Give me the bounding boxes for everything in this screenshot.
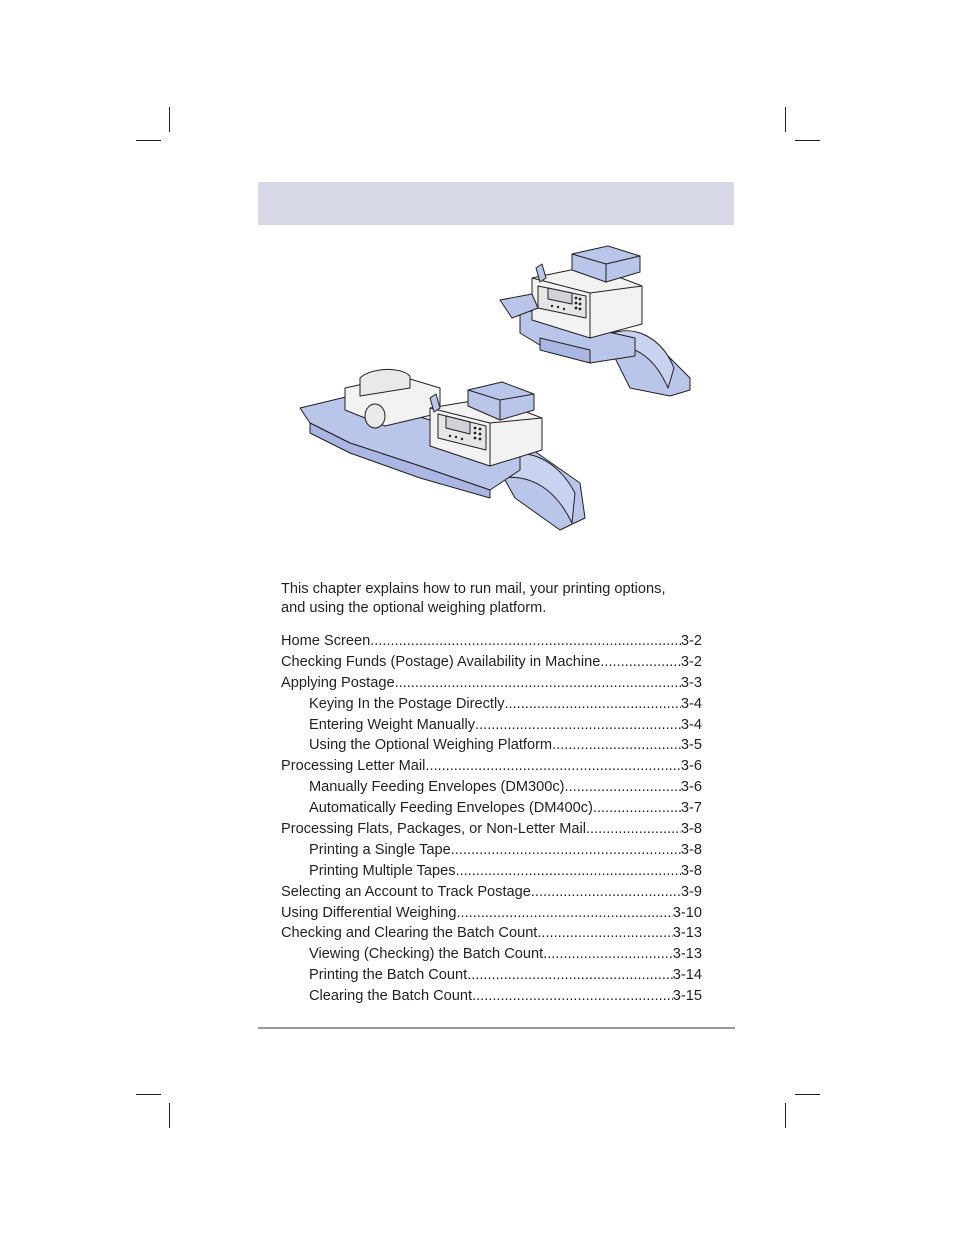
crop-mark-bottom-right-v	[785, 1103, 786, 1128]
toc-subitem[interactable]: Using the Optional Weighing Platform ..... 3-5	[281, 737, 702, 758]
toc-subitem[interactable]: Keying In the Postage Directly ..... 3-4	[281, 696, 702, 717]
toc-item[interactable]: Checking Funds (Postage) Availability in Machine ..... 3-2	[281, 654, 702, 675]
toc-subitem[interactable]: Manually Feeding Envelopes (DM300c) ..... 3-6	[281, 779, 702, 800]
toc-subitem[interactable]: Printing the Batch Count ..... 3-14	[281, 967, 702, 988]
toc-subitem[interactable]: Viewing (Checking) the Batch Count ..... 3-13	[281, 946, 702, 967]
toc-subitem[interactable]: Clearing the Batch Count ..... 3-15	[281, 988, 702, 1009]
footer-rule	[258, 1027, 735, 1029]
toc-subitem[interactable]: Entering Weight Manually ..... 3-4	[281, 717, 702, 738]
toc-item[interactable]: Checking and Clearing the Batch Count ..... 3-13	[281, 925, 702, 946]
dm400c-meter	[300, 369, 585, 530]
intro-line-2: and using the optional weighing platform.	[281, 600, 547, 616]
chapter-intro	[281, 580, 711, 618]
toc-subitem[interactable]: Printing Multiple Tapes ..... 3-8	[281, 863, 702, 884]
crop-mark-top-left-h	[136, 140, 161, 141]
toc-item[interactable]: Processing Flats, Packages, or Non-Letter Mail ..... 3-8	[281, 821, 702, 842]
toc-item[interactable]: Processing Letter Mail ..... 3-6	[281, 758, 702, 779]
toc-item[interactable]: Applying Postage ..... 3-3	[281, 675, 702, 696]
toc-item[interactable]: Using Differential Weighing ..... 3-10	[281, 905, 702, 926]
crop-mark-top-left-v	[169, 107, 170, 132]
dm300c-meter	[500, 246, 690, 396]
toc-item[interactable]: Selecting an Account to Track Postage ..... 3-9	[281, 884, 702, 905]
toc-subitem[interactable]: Printing a Single Tape ..... 3-8	[281, 842, 702, 863]
intro-line-1: This chapter explains how to run mail, your printing options,	[281, 581, 666, 597]
chapter-header-band	[258, 182, 734, 225]
crop-mark-bottom-left-h	[136, 1094, 161, 1095]
postage-meter-icon	[290, 238, 700, 538]
crop-mark-bottom-right-h	[795, 1094, 820, 1095]
crop-mark-top-right-h	[795, 140, 820, 141]
crop-mark-bottom-left-v	[169, 1103, 170, 1128]
toc-item[interactable]: Home Screen ..... 3-2	[281, 633, 702, 654]
crop-mark-top-right-v	[785, 107, 786, 132]
table-of-contents	[281, 633, 702, 1009]
toc-subitem[interactable]: Automatically Feeding Envelopes (DM400c) ..... 3-7	[281, 800, 702, 821]
